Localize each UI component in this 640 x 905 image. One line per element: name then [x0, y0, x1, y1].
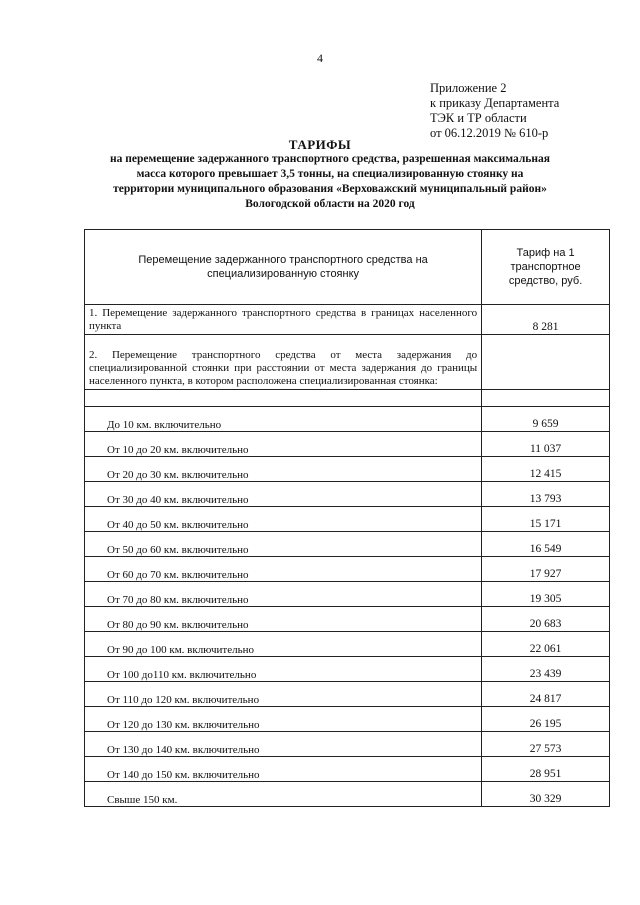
range-value: 20 683 [482, 607, 610, 632]
range-value: 30 329 [482, 782, 610, 807]
range-label: От 80 до 90 км. включительно [85, 607, 482, 632]
range-value: 23 439 [482, 657, 610, 682]
range-value: 19 305 [482, 582, 610, 607]
page-number: 4 [317, 51, 323, 65]
range-value: 11 037 [482, 432, 610, 457]
range-label: От 140 до 150 км. включительно [85, 757, 482, 782]
subtitle-line: территории муниципального образования «Верховажский муниципальный район» [113, 183, 547, 195]
row-value: 8 281 [482, 305, 610, 335]
row-value-empty [482, 335, 610, 390]
table-row [85, 457, 610, 482]
table-row [85, 632, 610, 657]
range-label: От 30 до 40 км. включительно [85, 482, 482, 507]
row-description: 1. Перемещение задержанного транспортного средства в границах населенного пункта [85, 305, 482, 335]
range-label: От 70 до 80 км. включительно [85, 582, 482, 607]
table-row [85, 657, 610, 682]
range-label: От 110 до 120 км. включительно [85, 682, 482, 707]
table-row [85, 582, 610, 607]
range-label: От 40 до 50 км. включительно [85, 507, 482, 532]
table-row [85, 732, 610, 757]
range-value: 17 927 [482, 557, 610, 582]
spacer-cell [482, 390, 610, 407]
range-label: От 50 до 60 км. включительно [85, 532, 482, 557]
header-description: Перемещение задержанного транспортного средства на специализированную стоянку [85, 230, 482, 305]
table-row [85, 407, 610, 432]
appendix-line: ТЭК и ТР области [430, 111, 527, 125]
range-label: От 130 до 140 км. включительно [85, 732, 482, 757]
appendix-block [430, 81, 559, 141]
range-label: От 120 до 130 км. включительно [85, 707, 482, 732]
appendix-line: к приказу Департамента [430, 96, 560, 110]
subtitle-line: масса которого превышает 3,5 тонны, на специализированную стоянку на [136, 168, 524, 180]
table-row [85, 305, 610, 335]
table-spacer-row [85, 390, 610, 407]
range-value: 22 061 [482, 632, 610, 657]
table-row [85, 782, 610, 807]
row-description: 2. Перемещение транспортного средства от места задержания до специализированной стоянки при расстоянии от места задержания до границы населенного пункта, в котором расположена специализированная стоянка: [85, 335, 482, 390]
range-label: От 100 до110 км. включительно [85, 657, 482, 682]
range-label: От 60 до 70 км. включительно [85, 557, 482, 582]
table-row [85, 335, 610, 390]
table-row [85, 557, 610, 582]
table-row [85, 757, 610, 782]
table-row [85, 607, 610, 632]
range-value: 16 549 [482, 532, 610, 557]
document-subtitle [80, 152, 580, 212]
table-row [85, 482, 610, 507]
table-row [85, 682, 610, 707]
table-row [85, 707, 610, 732]
appendix-line: Приложение 2 [430, 81, 507, 95]
range-label: Свыше 150 км. [85, 782, 482, 807]
range-label: До 10 км. включительно [85, 407, 482, 432]
range-label: От 90 до 100 км. включительно [85, 632, 482, 657]
appendix-line: от 06.12.2019 № 610-р [430, 126, 549, 140]
range-label: От 10 до 20 км. включительно [85, 432, 482, 457]
range-value: 13 793 [482, 482, 610, 507]
tariffs-table [84, 229, 610, 807]
header-tariff: Тариф на 1 транспортное средство, руб. [482, 230, 610, 305]
range-value: 28 951 [482, 757, 610, 782]
table-row [85, 432, 610, 457]
table-row [85, 507, 610, 532]
spacer-cell [85, 390, 482, 407]
range-value: 24 817 [482, 682, 610, 707]
range-label: От 20 до 30 км. включительно [85, 457, 482, 482]
subtitle-line: на перемещение задержанного транспортного средства, разрешенная максимальная [110, 153, 550, 165]
document-title: ТАРИФЫ [288, 137, 352, 152]
table-row [85, 532, 610, 557]
range-value: 26 195 [482, 707, 610, 732]
range-value: 9 659 [482, 407, 610, 432]
table-header-row [85, 230, 610, 305]
range-value: 12 415 [482, 457, 610, 482]
range-value: 15 171 [482, 507, 610, 532]
subtitle-line: Вологодской области на 2020 год [245, 198, 415, 210]
range-value: 27 573 [482, 732, 610, 757]
